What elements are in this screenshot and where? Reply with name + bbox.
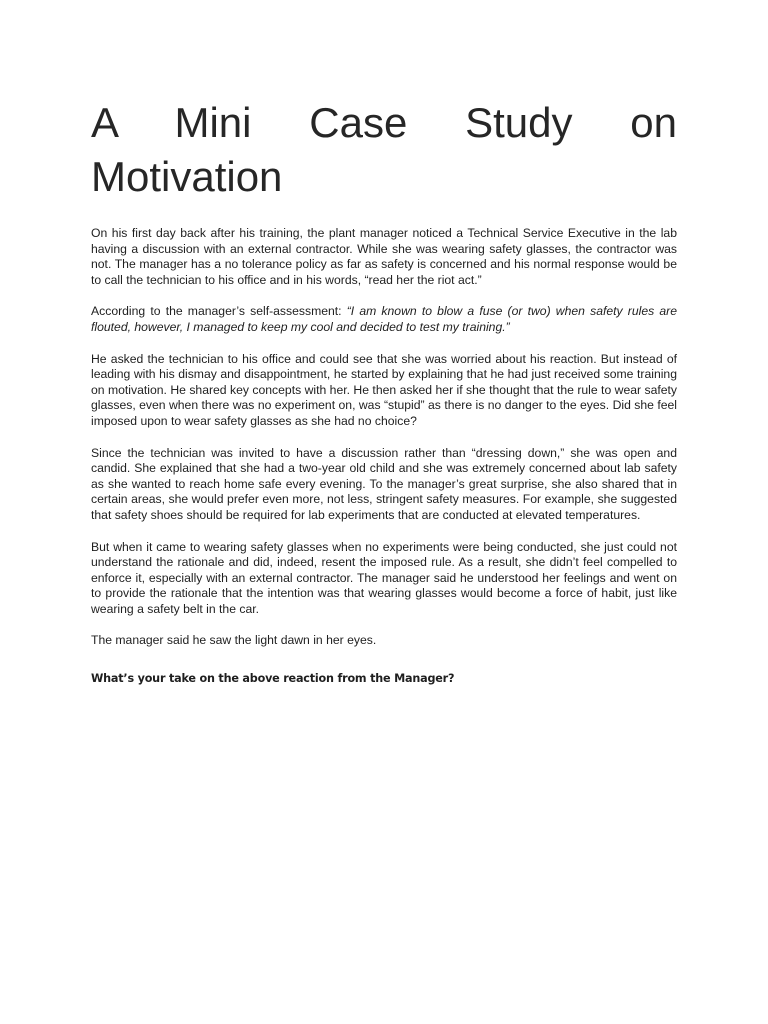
title-line-2: Motivation bbox=[91, 153, 283, 200]
discussion-question: What’s your take on the above reaction from the Manager? bbox=[91, 672, 455, 686]
title-line-1: A Mini Case Study on bbox=[91, 99, 677, 146]
paragraph-2 bbox=[91, 304, 677, 335]
manager-quote: “I am known to blow a fuse (or two) when safety rules are flouted, however, I managed to keep my cool and decided to test my training.” bbox=[91, 304, 677, 334]
paragraph-2-lead: According to the manager’s self-assessment: bbox=[91, 304, 347, 319]
paragraph-1: On his first day back after his training, the plant manager noticed a Technical Service Executive in the lab having a discussion with an external contractor. While she was wearing safety glasses, the contractor was not. The manager has a no tolerance policy as far as safety is concerned and his normal response would be to call the technician to his office and in his words, “read her the riot act.” bbox=[91, 226, 677, 287]
document-body bbox=[91, 96, 677, 686]
paragraph-6: The manager said he saw the light dawn in her eyes. bbox=[91, 633, 377, 648]
paragraph-5: But when it came to wearing safety glasses when no experiments were being conducted, she just could not understand the rationale and did, indeed, resent the imposed rule. As a result, she didn’t feel compelled to enforce it, especially with an external contractor. The manager said he understood her feelings and went on to provide the rationale that the intention was that wearing glasses would become a force of habit, just like wearing a safety belt in the car. bbox=[91, 539, 677, 616]
paragraph-4: Since the technician was invited to have a discussion rather than “dressing down,” she was open and candid. She explained that she had a two-year old child and she was extremely concerned about lab safety as she wanted to reach home safe every evening. To the manager’s great surprise, she also shared that in certain areas, she would prefer even more, not less, stringent safety measures. For example, she suggested that safety shoes should be required for lab experiments that are conducted at elevated temperatures. bbox=[91, 445, 677, 522]
page-title bbox=[91, 96, 677, 204]
paragraph-3: He asked the technician to his office and could see that she was worried about his reaction. But instead of leading with his dismay and disappointment, he started by explaining that he had just received some training on motivation. He shared key concepts with her. He then asked her if she thought that the rule to wear safety glasses, even when there was no experiment on, was “stupid” as there is no danger to the eyes. Did she feel imposed upon to wear safety glasses as she had no choice? bbox=[91, 351, 677, 428]
